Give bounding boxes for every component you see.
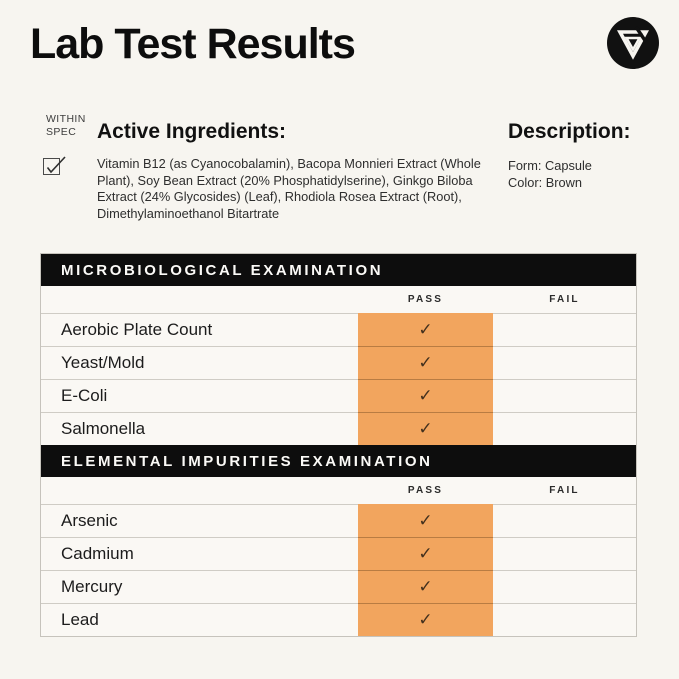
description-heading: Description: bbox=[508, 120, 631, 143]
brand-logo-icon bbox=[607, 17, 659, 69]
section-header-microbiological: MICROBIOLOGICAL EXAMINATION bbox=[41, 254, 636, 286]
pass-cell bbox=[358, 313, 493, 346]
column-header-pass: PASS bbox=[407, 294, 444, 305]
test-name: Yeast/Mold bbox=[61, 353, 145, 372]
column-header-row bbox=[41, 477, 636, 504]
test-name: Arsenic bbox=[61, 511, 118, 530]
fail-cell bbox=[493, 505, 636, 537]
within-spec-line2: SPEC bbox=[46, 125, 77, 138]
checkbox-check-icon bbox=[44, 151, 68, 175]
description-color: Color: Brown bbox=[508, 175, 582, 190]
description-form: Form: Capsule bbox=[508, 158, 592, 173]
check-icon: ✓ bbox=[418, 353, 433, 372]
pass-cell bbox=[358, 570, 493, 603]
fail-cell bbox=[493, 571, 636, 603]
table-row bbox=[41, 537, 636, 570]
table-row bbox=[41, 504, 636, 537]
pass-cell bbox=[358, 379, 493, 412]
check-icon: ✓ bbox=[418, 577, 433, 596]
pass-cell bbox=[358, 603, 493, 636]
pass-cell bbox=[358, 504, 493, 537]
column-header-fail: FAIL bbox=[549, 294, 580, 305]
check-icon: ✓ bbox=[418, 319, 433, 339]
test-name: Aerobic Plate Count bbox=[61, 320, 213, 339]
page-title: Lab Test Results bbox=[30, 20, 355, 68]
fail-cell bbox=[493, 347, 636, 379]
active-ingredients-text: Vitamin B12 (as Cyanocobalamin), Bacopa Monnieri Extract (Whole Plant), Soy Bean Extract (20% Phosphatidylserine), Ginkgo Biloba Extract (24% Glycosides) (Leaf), Rhodiola Rosea Extract (Root), Dimethylaminoethanol Bitartrate bbox=[97, 156, 481, 221]
check-icon: ✓ bbox=[418, 510, 433, 530]
table-row bbox=[41, 313, 636, 346]
pass-cell bbox=[358, 412, 493, 445]
test-name: Lead bbox=[61, 610, 99, 629]
check-icon: ✓ bbox=[418, 544, 433, 563]
table-row bbox=[41, 412, 636, 445]
check-icon: ✓ bbox=[418, 610, 433, 629]
table-row bbox=[41, 570, 636, 603]
fail-cell bbox=[493, 604, 636, 636]
column-header-pass: PASS bbox=[407, 485, 444, 496]
test-name: E-Coli bbox=[61, 386, 108, 405]
column-header-fail: FAIL bbox=[549, 485, 580, 496]
fail-cell bbox=[493, 380, 636, 412]
fail-cell bbox=[493, 314, 636, 346]
within-spec-line1: WITHIN bbox=[46, 113, 86, 125]
test-name: Mercury bbox=[61, 577, 123, 596]
fail-cell bbox=[493, 413, 636, 445]
table-row bbox=[41, 379, 636, 412]
pass-cell bbox=[358, 346, 493, 379]
table-row bbox=[41, 346, 636, 379]
pass-cell bbox=[358, 537, 493, 570]
table-row bbox=[41, 603, 636, 636]
check-icon: ✓ bbox=[418, 386, 433, 405]
within-spec-checkbox bbox=[43, 158, 60, 175]
active-ingredients-heading: Active Ingredients: bbox=[97, 120, 287, 143]
test-name: Salmonella bbox=[61, 419, 146, 438]
column-header-row bbox=[41, 286, 636, 313]
fail-cell bbox=[493, 538, 636, 570]
test-name: Cadmium bbox=[61, 544, 134, 563]
check-icon: ✓ bbox=[418, 419, 433, 438]
results-tables bbox=[40, 253, 637, 637]
section-header-elemental: ELEMENTAL IMPURITIES EXAMINATION bbox=[41, 445, 636, 477]
within-spec-label bbox=[46, 113, 86, 138]
